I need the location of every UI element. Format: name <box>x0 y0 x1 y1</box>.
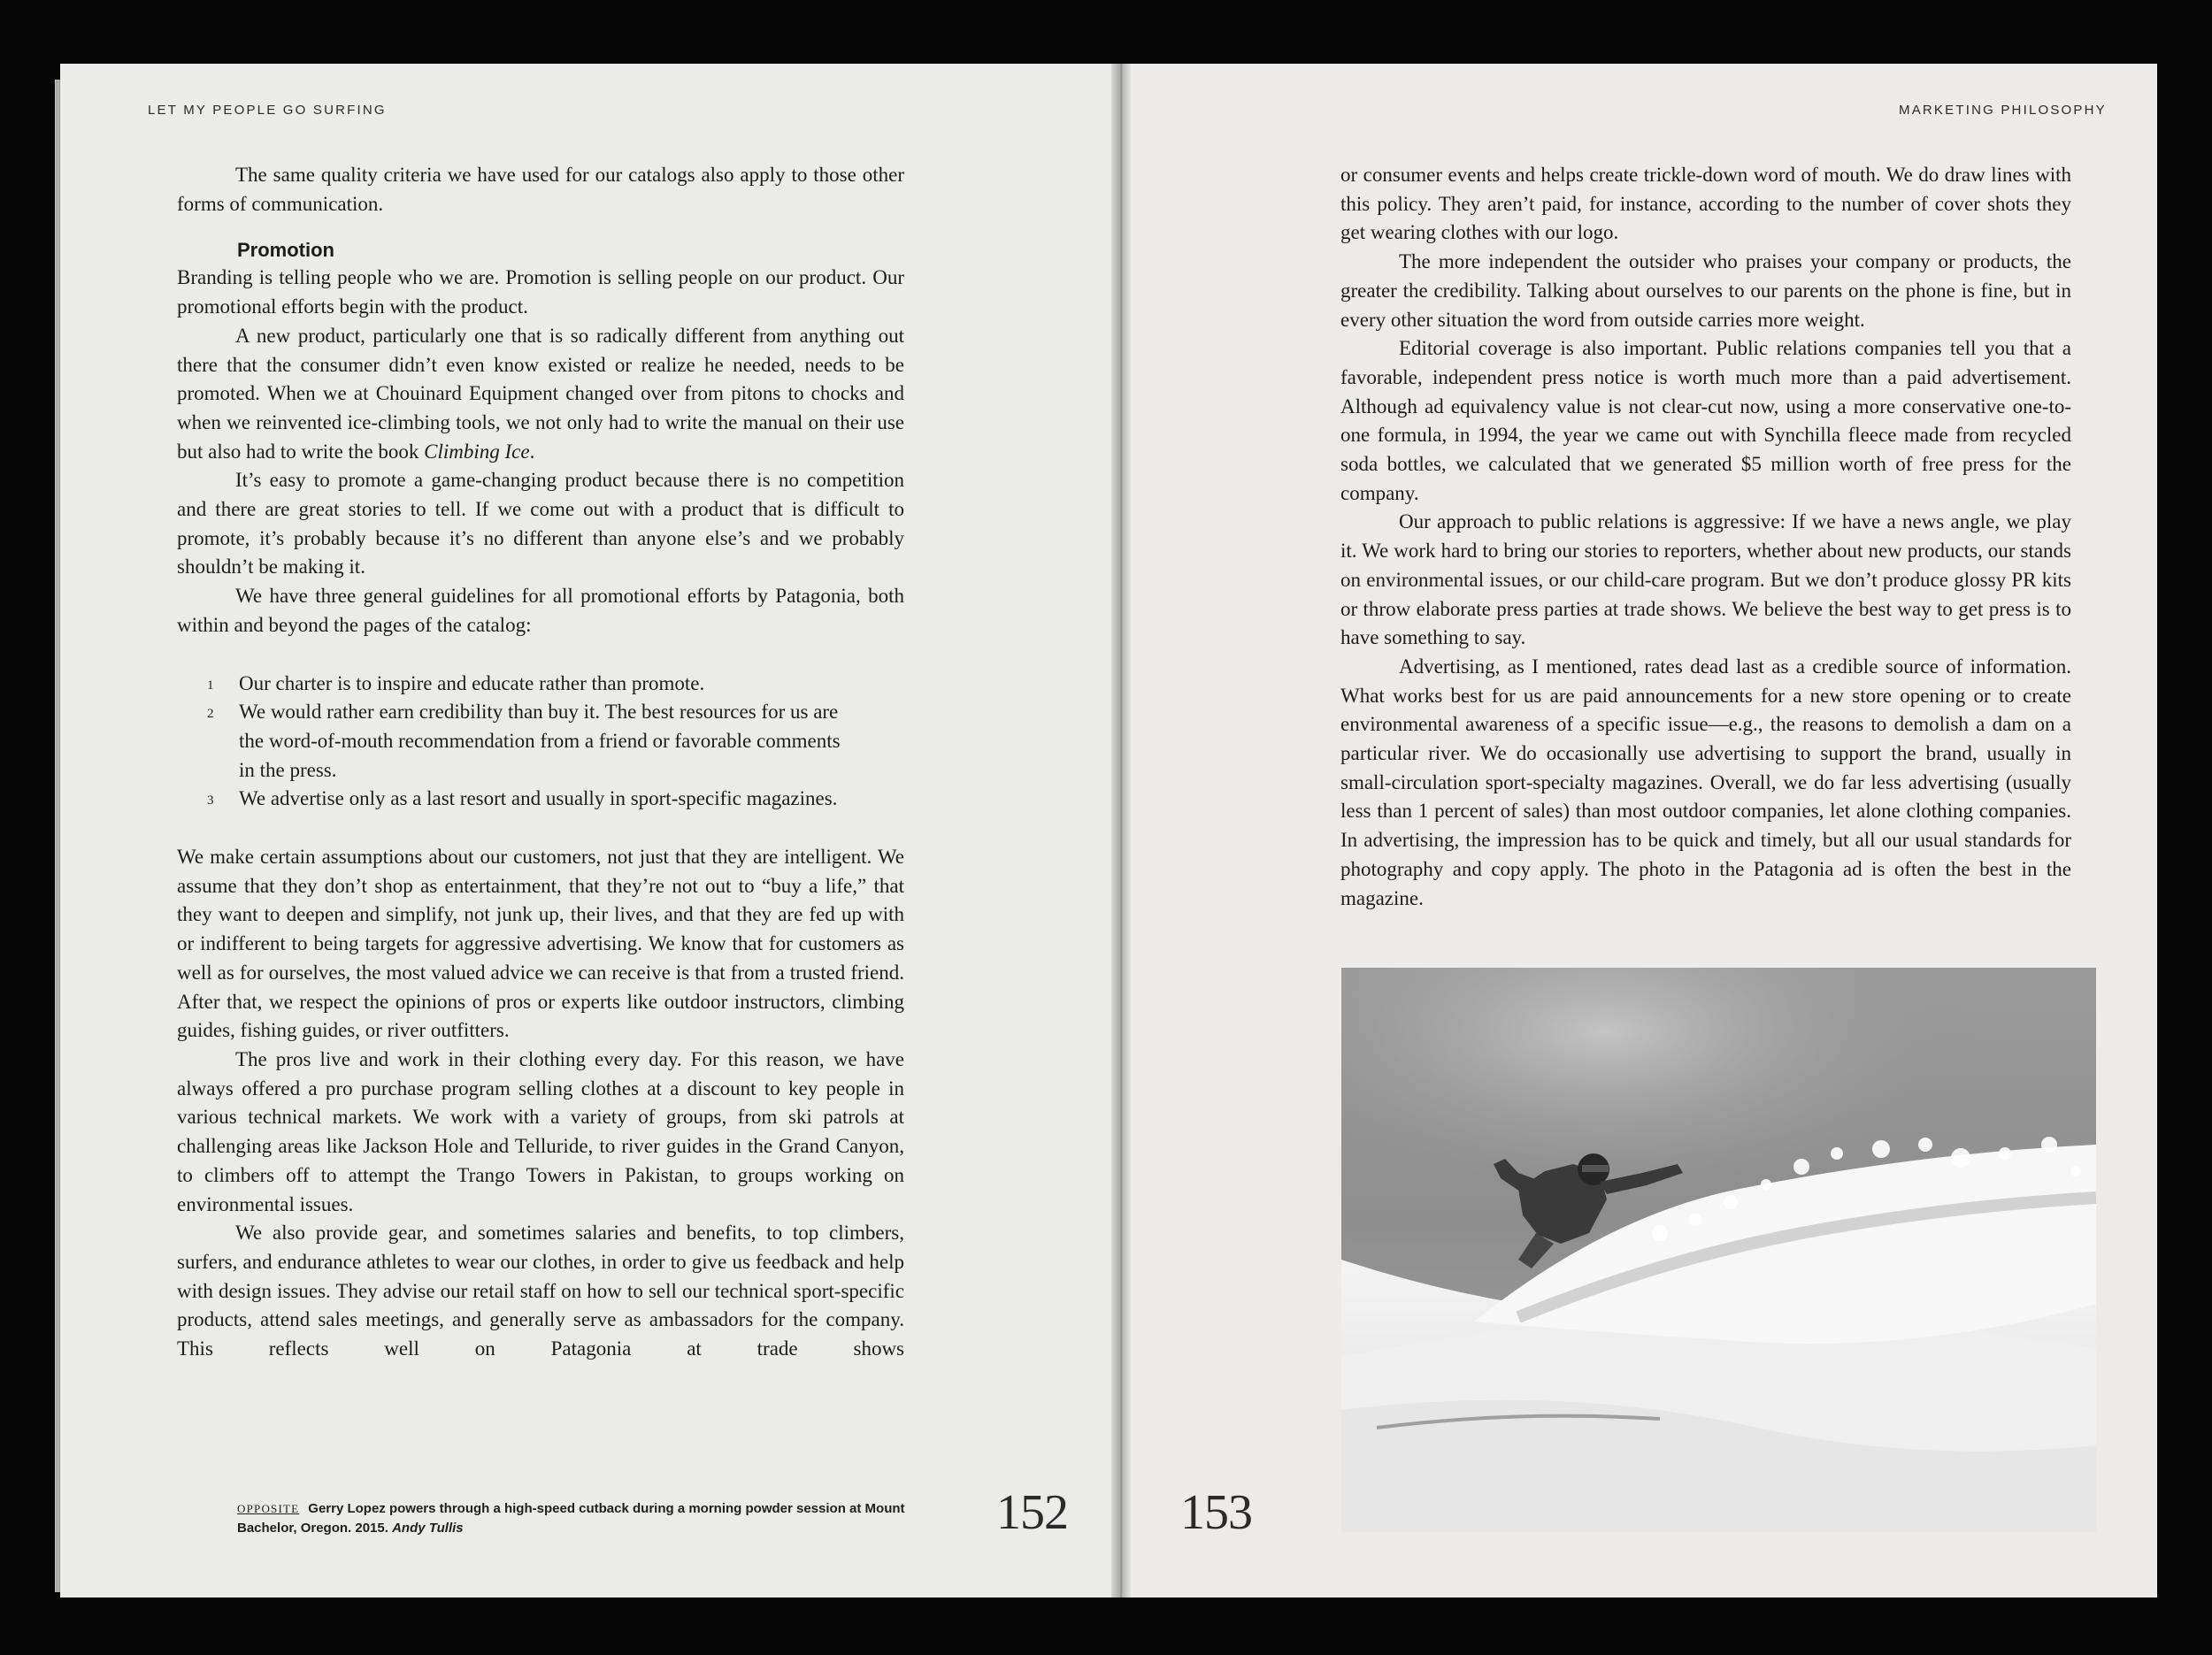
list-number: 3 <box>207 793 214 808</box>
body-paragraph: Advertising, as I mentioned, rates dead last as a credible source of information. What works best for us are paid announcements for a new store opening or to create environmental awareness of a specific issue—e.g., the reasons to demolish a dam on a particular river. We do occasionally use advertising to support the brand, usually in small-circulation sport-specialty magazines. Overall, we do far less advertising (usually less than 1 percent of sales) than most outdoor companies, let alone clothing companies. In advertising, the impression has to be quick and timely, but all our usual standards for photography and copy apply. The photo in the Patagonia ad is often the best in the magazine. <box>1340 655 2071 909</box>
list-item <box>177 670 841 699</box>
body-paragraph: or consumer events and helps create trickle-down word of mouth. We do draw lines with this policy. They aren’t paid, for instance, according to the number of cover shots they get wearing clothes with our logo. <box>1340 164 2071 244</box>
list-item <box>177 698 841 785</box>
book-title: Climbing Ice <box>424 440 530 463</box>
page-number-right: 153 <box>1180 1485 1252 1540</box>
running-head-left: LET MY PEOPLE GO SURFING <box>148 103 387 118</box>
book-gutter <box>1111 64 1131 1598</box>
list-text: We would rather earn credibility than buy it. The best resources for us are the word-of-mouth recommendation from a friend or favorable comments in the press. <box>239 701 841 781</box>
body-paragraph: Our approach to public relations is aggressive: If we have a news angle, we play it. We work hard to bring our stories to reporters, whether about new products, our stands on environmental issues, or our child-care program. But we don’t produce glossy PR kits or throw elaborate press parties at trade shows. We believe the best way to get press is to have something to say. <box>1340 510 2071 649</box>
body-paragraph: We make certain assumptions about our customers, not just that they are intelligent. We assume that they don’t shop as entertainment, that they’re not out to “buy a life,” that they want to deepen and simplify, not junk up, their lives, and that they are fed up with or indifferent to being targets for aggressive advertising. We know that for customers as well as for ourselves, the most valued advice we can receive is that from a trusted friend. After that, we respect the opinions of pros or experts like outdoor instructors, climbing guides, fishing guides, or river outfitters. <box>177 846 904 1042</box>
snowboard-photo <box>1341 968 2096 1532</box>
caption-text: Gerry Lopez powers through a high-speed cutback during a morning powder session at Mount Bachelor, Oregon. 2015. <box>237 1501 905 1536</box>
list-number: 2 <box>207 707 214 722</box>
list-text: We advertise only as a last resort and usually in sport-specific magazines. <box>239 787 838 810</box>
right-text-column <box>1340 161 2071 913</box>
body-paragraph: We also provide gear, and sometimes salaries and benefits, to top climbers, surfers, and endurance athletes to wear our clothes, in order to give us feedback and help with design issues. They advise our retail staff on how to sell our technical sport-specific products, attend sales meetings, and generally serve as ambassadors for the company. This reflects well on Patagonia at trade shows <box>177 1222 904 1360</box>
page-number-left: 152 <box>996 1485 1068 1540</box>
caption-credit: Andy Tullis <box>392 1521 464 1536</box>
section-heading: Promotion <box>237 239 334 262</box>
body-paragraph: The pros live and work in their clothing every day. For this reason, we have always offered a pro purchase program selling clothes at a discount to key people in various technical markets. We work with a variety of groups, from ski patrols at challenging areas like Jackson Hole and Telluride, to river guides in the Grand Canyon, to climbers off to attempt the Trango Towers in Pakistan, to groups working on environmental issues. <box>177 1047 904 1215</box>
snowboard-photo-illustration <box>1341 968 2096 1532</box>
body-paragraph: We have three general guidelines for all promotional efforts by Patagonia, both within and beyond the pages of the catalog: <box>177 585 904 636</box>
list-text: Our charter is to inspire and educate rather than promote. <box>239 671 705 694</box>
list-item <box>177 785 841 814</box>
list-number: 1 <box>207 678 214 693</box>
body-paragraph: A new product, particularly one that is so radically different from anything out there that the consumer didn’t even know existed or realize he needed, needs to be promoted. When we at Chouinard Equipment changed over from pitons to chocks and when we reinvented ice-climbing tools, we not only had to write the manual on their use but also had to write the book Climbing Ice. <box>177 324 904 463</box>
running-head-right: MARKETING PHILOSOPHY <box>1899 103 2107 118</box>
body-paragraph: The more independent the outsider who praises your company or products, the greater the credibility. Talking about ourselves to our parents on the phone is fine, but in every other situation the word from outside carries more weight. <box>1340 250 2071 331</box>
intro-paragraph: The same quality criteria we have used for our catalogs also apply to those other forms of communication. <box>177 164 904 215</box>
caption-tag: OPPOSITE <box>237 1502 300 1515</box>
body-paragraph: It’s easy to promote a game-changing product because there is no competition and there are great stories to tell. If we come out with a product that is difficult to promote, it’s probably because it’s no different than anyone else’s and we probably shouldn’t be making it. <box>177 469 904 578</box>
body-paragraph: Editorial coverage is also important. Public relations companies tell you that a favorable, independent press notice is worth much more than a paid advertisement. Although ad equivalency value is not clear-cut now, using a more conservative one-to-one formula, in 1994, the year we came out with Synchilla fleece made from recycled soda bottles, we calculated that we generated $5 million worth of free press for the company. <box>1340 337 2071 504</box>
body-paragraph: Branding is telling people who we are. Promotion is selling people on our product. Our promotional efforts begin with the product. <box>177 266 904 318</box>
body-paragraph-text: A new product, particularly one that is so radically different from anything out there that the consumer didn’t even know existed or realize he needed, needs to be promoted. When we at Chouinard Equipment changed over from pitons to chocks and when we reinvented ice-climbing tools, we not only had to write the manual on their use but also had to write the book <box>177 324 904 463</box>
guidelines-list <box>177 670 904 815</box>
photo-caption <box>237 1499 910 1538</box>
left-text-column <box>177 161 904 1364</box>
